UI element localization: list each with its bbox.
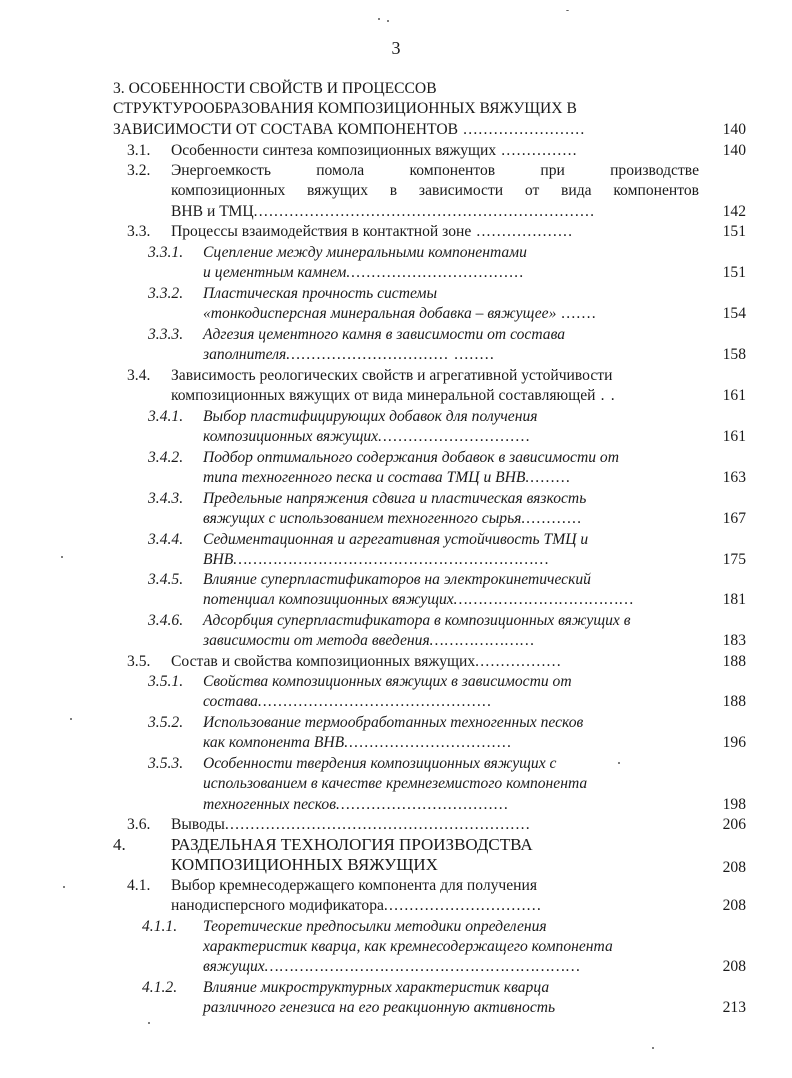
- s32-title-line3: ВНВ и ТМЦ...................................................................: [171, 203, 596, 220]
- s31-page: 140: [722, 142, 746, 159]
- scan-speck: [70, 718, 72, 720]
- s34-title-line2: композиционных вяжущих от вида минеральной составляющей . .: [171, 387, 616, 404]
- s31-number: 3.1.: [127, 142, 151, 159]
- s352-page: 196: [722, 734, 746, 751]
- s33-page: 151: [722, 223, 746, 240]
- s36-page: 206: [722, 816, 746, 833]
- s32-page: 142: [722, 203, 746, 220]
- s341-number: 3.4.1.: [148, 408, 184, 425]
- s344-title-line2: ВНВ………………………………………………………: [203, 551, 550, 568]
- s411-title-line3: вяжущих………………………………………………………: [203, 958, 582, 975]
- s33-number: 3.3.: [127, 223, 151, 240]
- s411-number: 4.1.1.: [142, 918, 178, 935]
- s411-title-line1: Теоретические предпосылки методики определения: [203, 918, 547, 935]
- scan-speck: [652, 1047, 654, 1049]
- s343-title-line2: вяжущих с использованием техногенного сырья............: [203, 510, 583, 527]
- s345-title-line2: потенциал композиционных вяжущих………………………………: [203, 591, 635, 608]
- s351-number: 3.5.1.: [148, 673, 184, 690]
- s333-number: 3.3.3.: [148, 326, 184, 343]
- s353-title-line2: использованием в качестве кремнеземистого компонента: [203, 775, 588, 792]
- s353-title-line3: техногенных песков..................................: [203, 796, 510, 813]
- page-number: 3: [391, 38, 401, 58]
- s36-number: 3.6.: [127, 816, 151, 833]
- s342-title-line1: Подбор оптимального содержания добавок в зависимости от: [203, 449, 619, 466]
- s346-title-line1: Адсорбция суперпластификатора в композиционных вяжущих в: [203, 612, 631, 629]
- s331-title-line1: Сцепление между минеральными компонентами: [203, 244, 527, 261]
- s31-title: Особенности синтеза композиционных вяжущих ...............: [171, 142, 578, 159]
- s34-page: 161: [722, 387, 746, 404]
- s344-page: 175: [722, 551, 746, 568]
- scan-speck: [618, 762, 620, 764]
- scan-speck: [387, 20, 389, 22]
- s352-title-line1: Использование термообработанных техногенных песков: [203, 714, 584, 731]
- ch4-title-line1: РАЗДЕЛЬНАЯ ТЕХНОЛОГИЯ ПРОИЗВОДСТВА: [171, 835, 533, 854]
- s35-title: Состав и свойства композиционных вяжущих.................: [171, 653, 562, 670]
- s343-number: 3.4.3.: [148, 490, 184, 507]
- s331-title-line2: и цементным камнем...................................: [203, 264, 525, 281]
- s341-page: 161: [722, 428, 746, 445]
- s351-page: 188: [722, 693, 746, 710]
- s411-page: 208: [722, 958, 746, 975]
- s333-page: 158: [722, 346, 746, 363]
- s341-title-line1: Выбор пластифицирующих добавок для получения: [203, 408, 538, 425]
- s412-page: 213: [722, 999, 746, 1016]
- s352-title-line2: как компонента ВНВ.................................: [203, 734, 513, 751]
- ch3-page: 140: [722, 121, 746, 138]
- s34-number: 3.4.: [127, 367, 151, 384]
- s35-page: 188: [722, 653, 746, 670]
- s333-title-line1: Адгезия цементного камня в зависимости от состава: [203, 326, 566, 343]
- s353-number: 3.5.3.: [148, 755, 184, 772]
- ch4-page: 208: [722, 859, 746, 876]
- s353-title-line1: Особенности твердения композиционных вяжущих с: [203, 755, 557, 772]
- s343-page: 167: [722, 510, 746, 527]
- s345-page: 181: [722, 591, 746, 608]
- s346-title-line2: зависимости от метода введения…………………: [203, 632, 536, 649]
- s33-title: Процессы взаимодействия в контактной зоне ...................: [171, 223, 574, 240]
- scan-speck: [63, 886, 65, 888]
- s36-title: Выводы............................................................: [171, 816, 531, 833]
- s332-title-line2: «тонкодисперсная минеральная добавка – вяжущее» .......: [203, 305, 598, 322]
- s344-number: 3.4.4.: [148, 531, 184, 548]
- s342-number: 3.4.2.: [148, 449, 184, 466]
- s331-page: 151: [722, 264, 746, 281]
- s332-title-line1: Пластическая прочность системы: [203, 285, 438, 302]
- scan-speck: [378, 18, 380, 20]
- s41-title-line1: Выбор кремнесодержащего компонента для получения: [171, 877, 538, 894]
- s353-page: 198: [722, 796, 746, 813]
- s41-page: 208: [722, 897, 746, 914]
- s34-title-line1: Зависимость реологических свойств и агрегативной устойчивости: [171, 367, 613, 384]
- s342-title-line2: типа техногенного песка и состава ТМЦ и ВНВ.........: [203, 469, 572, 486]
- s345-number: 3.4.5.: [148, 571, 184, 588]
- scan-speck: [148, 1022, 150, 1024]
- s344-title-line1: Седиментационная и агрегативная устойчивость ТМЦ и: [203, 531, 589, 548]
- s341-title-line2: композиционных вяжущих..............................: [203, 428, 532, 445]
- s35-number: 3.5.: [127, 653, 151, 670]
- ch4-number: 4.: [113, 835, 126, 854]
- s352-number: 3.5.2.: [148, 714, 184, 731]
- ch3-title-line1: 3. ОСОБЕННОСТИ СВОЙСТВ И ПРОЦЕССОВ: [113, 80, 437, 97]
- s32-number: 3.2.: [127, 162, 151, 179]
- s41-title-line2: нанодисперсного модификатора...............................: [171, 897, 542, 914]
- s412-title-line2: различного генезиса на его реакционную активность: [203, 999, 556, 1016]
- s332-number: 3.3.2.: [148, 285, 184, 302]
- s343-title-line1: Предельные напряжения сдвига и пластическая вязкость: [203, 490, 587, 507]
- s32-title-line1: Энергоемкость помола компонентов при производстве: [171, 162, 699, 179]
- s332-page: 154: [722, 305, 746, 322]
- s412-number: 4.1.2.: [142, 979, 178, 996]
- s342-page: 163: [722, 469, 746, 486]
- s346-number: 3.4.6.: [148, 612, 184, 629]
- s345-title-line1: Влияние суперпластификаторов на электрокинетический: [203, 571, 591, 588]
- s351-title-line1: Свойства композиционных вяжущих в зависимости от: [203, 673, 572, 690]
- s41-number: 4.1.: [127, 877, 151, 894]
- s412-title-line1: Влияние микроструктурных характеристик кварца: [203, 979, 550, 996]
- s331-number: 3.3.1.: [148, 244, 184, 261]
- ch3-title-line2: СТРУКТУРООБРАЗОВАНИЯ КОМПОЗИЦИОННЫХ ВЯЖУЩИХ В: [113, 100, 577, 117]
- s346-page: 183: [722, 632, 746, 649]
- scan-speck: [566, 10, 569, 11]
- s411-title-line2: характеристик кварца, как кремнесодержащего компонента: [203, 938, 613, 955]
- s333-title-line2: заполнителя................................ ........: [203, 346, 496, 363]
- s351-title-line2: состава..............................................: [203, 693, 493, 710]
- s32-title-line2: композиционных вяжущих в зависимости от вида компонентов: [171, 182, 699, 199]
- ch4-title-line2: КОМПОЗИЦИОННЫХ ВЯЖУЩИХ: [171, 855, 438, 874]
- ch3-title-line3: ЗАВИСИМОСТИ ОТ СОСТАВА КОМПОНЕНТОВ ........................: [113, 121, 586, 138]
- scan-speck: [61, 556, 63, 558]
